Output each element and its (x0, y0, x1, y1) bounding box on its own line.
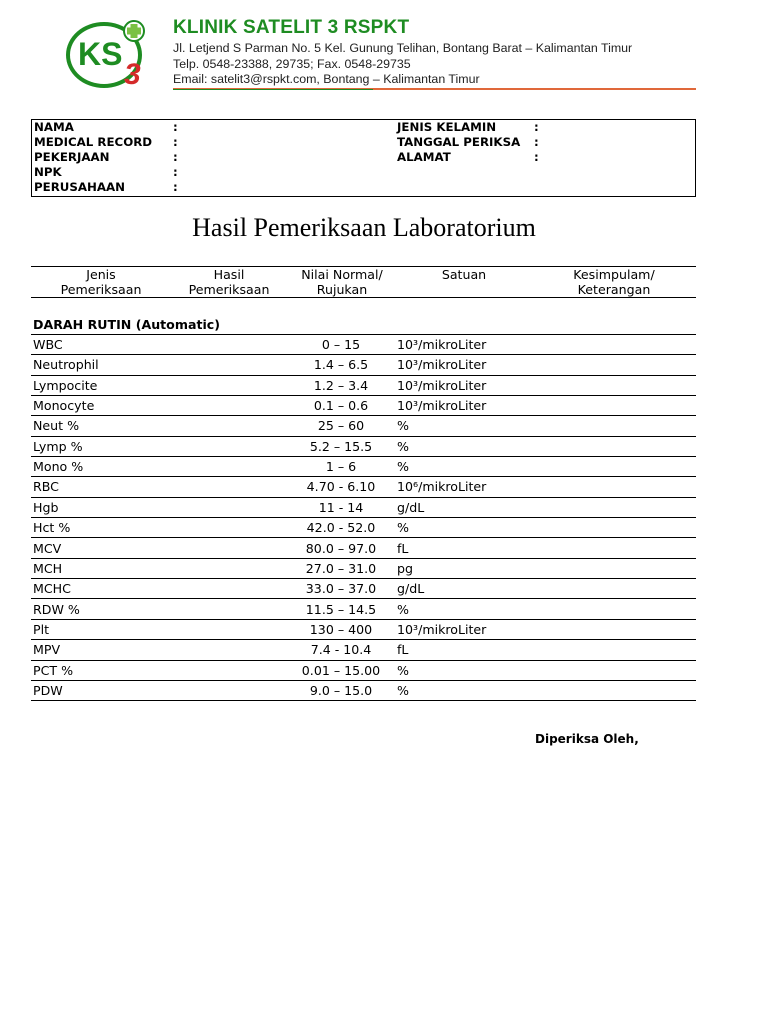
logo-text: KS (78, 36, 123, 72)
header-kesimpulan: Kesimpulam/ Keterangan (573, 267, 655, 297)
reference-range: 1.2 – 3.4 (313, 377, 369, 393)
info-label-perusahaan: PERUSAHAAN (34, 180, 125, 194)
reference-range: 27.0 – 31.0 (305, 560, 377, 576)
test-name: Neut % (33, 418, 80, 434)
reference-range: 1.4 – 6.5 (313, 357, 369, 373)
test-name: RBC (33, 479, 59, 495)
section-title: DARAH RUTIN (Automatic) (33, 317, 221, 332)
info-sep: : (173, 120, 178, 134)
unit: % (397, 418, 409, 434)
reference-range: 25 – 60 (317, 418, 365, 434)
table-row (31, 498, 696, 518)
table-row (31, 437, 696, 457)
table-row (31, 539, 696, 559)
header-jenis-pemeriksaan: Jenis Pemeriksaan (60, 267, 142, 297)
info-sep: : (173, 150, 178, 164)
reference-range: 0.1 – 0.6 (313, 398, 369, 414)
test-name: RDW % (33, 601, 80, 617)
test-name: MCHC (33, 581, 71, 597)
table-row (31, 396, 696, 416)
report-title: Hasil Pemeriksaan Laboratorium (192, 213, 536, 242)
reference-range: 0.01 – 15.00 (301, 662, 381, 678)
reference-range: 5.2 – 15.5 (309, 438, 373, 454)
unit: 10³/mikroLiter (397, 621, 487, 637)
table-row (31, 600, 696, 620)
clinic-logo (64, 18, 154, 90)
unit: g/dL (397, 581, 425, 597)
table-row (31, 661, 696, 681)
unit: 10³/mikroLiter (397, 357, 487, 373)
reference-range: 33.0 – 37.0 (305, 581, 377, 597)
reference-range: 11 - 14 (318, 499, 364, 515)
clinic-email: Email: satelit3@rspkt.com, Bontang – Kalimantan Timur (173, 72, 480, 86)
reference-range: 9.0 – 15.0 (309, 682, 373, 698)
reference-range: 1 – 6 (325, 459, 357, 475)
info-sep: : (534, 150, 539, 164)
unit: g/dL (397, 499, 425, 515)
unit: 10⁶/mikroLiter (397, 479, 487, 495)
info-label-tanggal-periksa: TANGGAL PERIKSA (397, 135, 521, 149)
reference-range: 7.4 - 10.4 (310, 642, 372, 658)
test-name: Lymp % (33, 438, 83, 454)
unit: % (397, 601, 409, 617)
info-label-pekerjaan: PEKERJAAN (34, 150, 110, 164)
unit: pg (397, 560, 413, 576)
test-name: PDW (33, 682, 63, 698)
unit: % (397, 459, 409, 475)
unit: fL (397, 642, 409, 658)
test-name: Monocyte (33, 398, 95, 414)
table-row (31, 579, 696, 599)
patient-info-box (31, 119, 696, 197)
info-label-medical-record: MEDICAL RECORD (34, 135, 153, 149)
test-name: WBC (33, 337, 63, 352)
unit: 10³/mikroLiter (397, 337, 487, 352)
table-header (31, 266, 696, 298)
test-name: Hgb (33, 499, 59, 515)
header-hasil-pemeriksaan: Hasil Pemeriksaan (188, 267, 270, 297)
info-label-npk: NPK (34, 165, 62, 179)
reference-range: 80.0 – 97.0 (305, 540, 377, 556)
table-row (31, 681, 696, 701)
table-row (31, 457, 696, 477)
unit: 10³/mikroLiter (397, 398, 487, 414)
info-label-alamat: ALAMAT (397, 150, 451, 164)
unit: fL (397, 540, 409, 556)
info-label-nama: NAMA (34, 120, 74, 134)
info-label-jenis-kelamin: JENIS KELAMIN (397, 120, 497, 134)
test-name: Mono % (33, 459, 84, 475)
reference-range: 42.0 - 52.0 (306, 520, 376, 536)
reference-range: 4.70 - 6.10 (306, 479, 376, 495)
test-name: Lympocite (33, 377, 98, 393)
table-row (31, 477, 696, 497)
table-row (31, 355, 696, 375)
header-divider-accent (173, 89, 373, 90)
unit: % (397, 438, 409, 454)
test-name: MCV (33, 540, 62, 556)
test-name: PCT % (33, 662, 74, 678)
info-sep: : (534, 120, 539, 134)
test-name: Neutrophil (33, 357, 99, 373)
test-name: MCH (33, 560, 63, 576)
unit: % (397, 682, 409, 698)
reference-range: 130 – 400 (309, 621, 373, 637)
unit: 10³/mikroLiter (397, 377, 487, 393)
table-row (31, 416, 696, 436)
table-row (31, 559, 696, 579)
table-row (31, 335, 696, 355)
test-name: Hct % (33, 520, 71, 536)
clinic-phone: Telp. 0548-23388, 29735; Fax. 0548-29735 (173, 57, 411, 71)
clinic-address: Jl. Letjend S Parman No. 5 Kel. Gunung Telihan, Bontang Barat – Kalimantan Timur (173, 41, 633, 55)
info-sep: : (534, 135, 539, 149)
clinic-name: KLINIK SATELIT 3 RSPKT (173, 17, 410, 38)
header-nilai-normal: Nilai Normal/ Rujukan (301, 267, 383, 297)
signature-label: Diperiksa Oleh, (535, 732, 639, 746)
table-row (31, 518, 696, 538)
test-name: MPV (33, 642, 61, 658)
table-row (31, 620, 696, 640)
table-row (31, 640, 696, 660)
reference-range: 11.5 – 14.5 (305, 601, 377, 617)
header-satuan: Satuan (441, 267, 487, 282)
table-row (31, 376, 696, 396)
unit: % (397, 662, 409, 678)
info-sep: : (173, 135, 178, 149)
unit: % (397, 520, 409, 536)
medical-cross-icon (124, 21, 144, 41)
info-sep: : (173, 180, 178, 194)
reference-range: 0 – 15 (321, 337, 361, 352)
test-name: Plt (33, 621, 50, 637)
info-sep: : (173, 165, 178, 179)
logo-number: 3 (124, 58, 141, 90)
